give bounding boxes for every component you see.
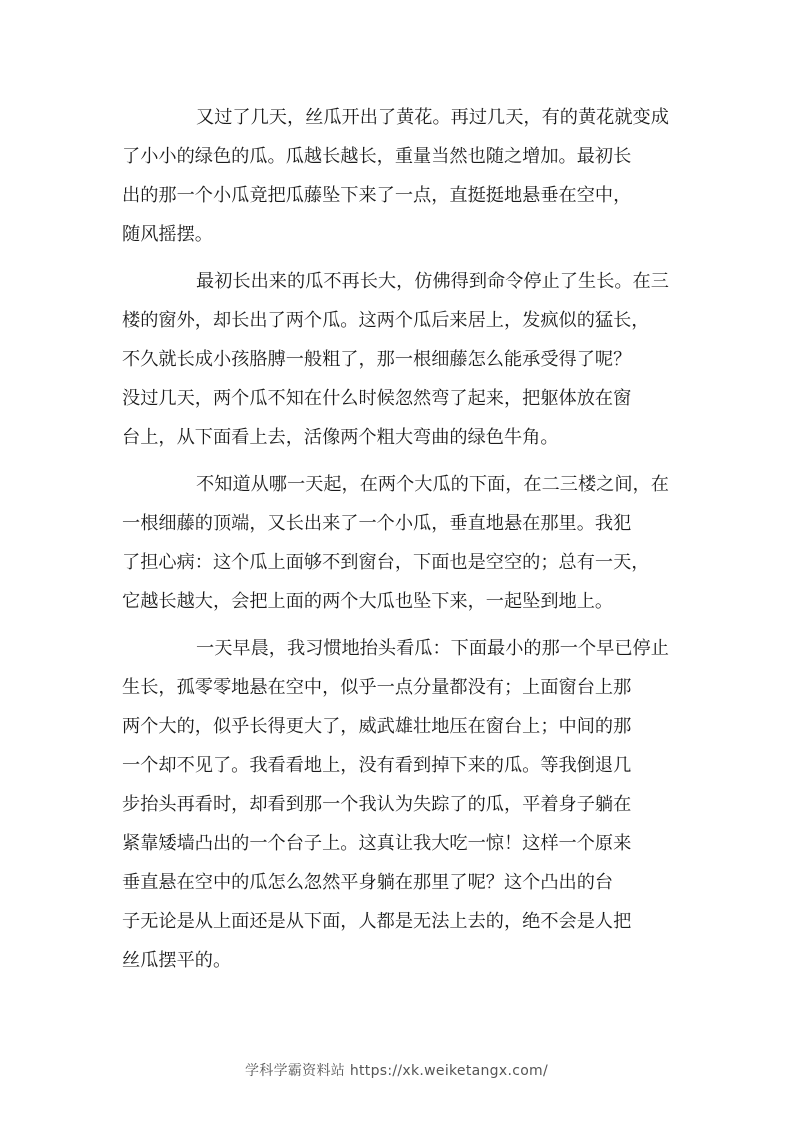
paragraph-line: 最初长出来的瓜不再长大，仿佛得到命令停止了生长。在三 (196, 271, 669, 292)
paragraph-line: 紧靠矮墙凸出的一个台子上。这真让我大吃一惊！这样一个原来 (122, 833, 632, 854)
paragraph-line: 一天早晨，我习惯地抬头看瓜：下面最小的那一个早已停止 (196, 638, 669, 659)
paragraph-gap (122, 457, 678, 465)
paragraph-gap (122, 254, 678, 262)
paragraph-line: 不知道从哪一天起，在两个大瓜的下面，在二三楼之间，在 (196, 474, 669, 495)
paragraph-line: 步抬头再看时，却看到那一个我认为失踪了的瓜，平着身子躺在 (122, 794, 632, 815)
paragraph-line: 又过了几天，丝瓜开出了黄花。再过几天，有的黄花就变成 (196, 107, 669, 128)
paragraph-line: 丝瓜摆平的。 (122, 950, 232, 971)
paragraph-line: 生长，孤零零地悬在空中，似乎一点分量都没有；上面窗台上那 (122, 677, 632, 698)
paragraph-4 (122, 629, 678, 980)
paragraph-line: 不久就长成小孩胳膊一般粗了，那一根细藤怎么能承受得了呢？ (122, 349, 632, 370)
paragraph-line: 了小小的绿色的瓜。瓜越长越长，重量当然也随之增加。最初长 (122, 146, 632, 167)
paragraph-line: 了担心病：这个瓜上面够不到窗台，下面也是空空的；总有一天， (122, 552, 650, 573)
article-body (122, 98, 678, 980)
paragraph-line: 垂直悬在空中的瓜怎么忽然平身躺在那里了呢？这个凸出的台 (122, 872, 614, 893)
paragraph-1 (122, 98, 678, 254)
paragraph-line: 出的那一个小瓜竟把瓜藤坠下来了一点，直挺挺地悬垂在空中， (122, 185, 632, 206)
paragraph-line: 它越长越大，会把上面的两个大瓜也坠下来，一起坠到地上。 (122, 591, 614, 612)
paragraph-line: 一根细藤的顶端，又长出来了一个小瓜，垂直地悬在那里。我犯 (122, 513, 632, 534)
paragraph-gap (122, 621, 678, 629)
paragraph-line: 台上，从下面看上去，活像两个粗大弯曲的绿色牛角。 (122, 427, 559, 448)
paragraph-line: 楼的窗外，却长出了两个瓜。这两个瓜后来居上，发疯似的猛长， (122, 310, 650, 331)
paragraph-line: 一个却不见了。我看看地上，没有看到掉下来的瓜。等我倒退几 (122, 755, 632, 776)
footer-watermark: 学科学霸资料站 https://xk.weiketangx.com/ (244, 1063, 549, 1079)
paragraph-2 (122, 262, 678, 457)
paragraph-line: 没过几天，两个瓜不知在什么时候忽然弯了起来，把躯体放在窗 (122, 388, 632, 409)
paragraph-line: 随风摇摆。 (122, 224, 213, 245)
paragraph-line: 两个大的，似乎长得更大了，威武雄壮地压在窗台上；中间的那 (122, 716, 632, 737)
paragraph-line: 子无论是从上面还是从下面，人都是无法上去的，绝不会是人把 (122, 911, 632, 932)
paragraph-3 (122, 465, 678, 621)
